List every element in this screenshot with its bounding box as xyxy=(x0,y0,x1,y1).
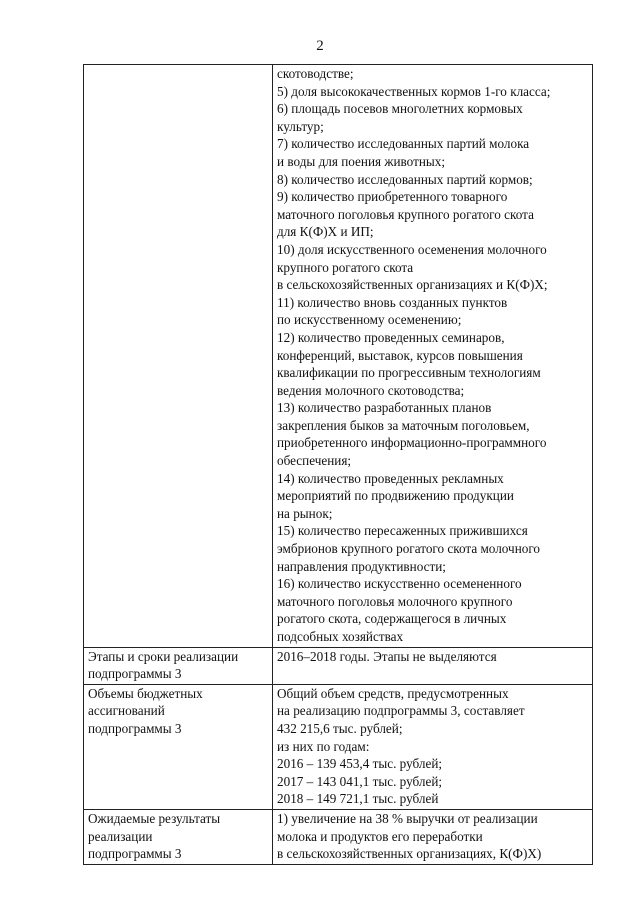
content-line: ведения молочного скотоводства; xyxy=(277,382,465,398)
content-line: для К(Ф)Х и ИП; xyxy=(277,224,374,240)
table-row xyxy=(84,65,593,648)
label-line: Ожидаемые результаты xyxy=(88,810,221,826)
content-line: 2018 – 149 721,1 тыс. рублей xyxy=(277,791,439,807)
content-line: 10) доля искусственного осеменения молочного xyxy=(277,241,547,257)
content-line: 11) количество вновь созданных пунктов xyxy=(277,294,508,310)
row-content-cell xyxy=(273,65,593,648)
table-row xyxy=(84,684,593,809)
content-line: мероприятий по продвижению продукции xyxy=(277,488,514,504)
label-line: подпрограммы 3 xyxy=(88,846,182,862)
label-line: подпрограммы 3 xyxy=(88,666,182,682)
content-line: Общий объем средств, предусмотренных xyxy=(277,685,509,701)
content-line: маточного поголовья молочного крупного xyxy=(277,593,513,609)
content-line: по искусственному осеменению; xyxy=(277,312,462,328)
label-line: Объемы бюджетных xyxy=(88,685,203,701)
content-line: маточного поголовья крупного рогатого скота xyxy=(277,206,534,222)
content-line: 14) количество проведенных рекламных xyxy=(277,470,504,486)
subprogram-passport-table xyxy=(83,64,593,865)
content-line: 2016 – 139 453,4 тыс. рублей; xyxy=(277,756,443,772)
content-line: обеспечения; xyxy=(277,453,352,469)
table-row xyxy=(84,647,593,684)
content-line: на рынок; xyxy=(277,505,333,521)
row-label-cell xyxy=(84,65,273,648)
content-line: конференций, выставок, курсов повышения xyxy=(277,347,523,363)
content-line: 2016–2018 годы. Этапы не выделяются xyxy=(277,648,497,664)
content-line: крупного рогатого скота xyxy=(277,259,414,275)
content-line: молока и продуктов его переработки xyxy=(277,828,483,844)
content-line: закрепления быков за маточным поголовьем, xyxy=(277,417,530,433)
row-content-cell xyxy=(273,647,593,684)
content-line: 12) количество проведенных семинаров, xyxy=(277,329,505,345)
content-line: из них по годам: xyxy=(277,738,370,754)
label-line: Этапы и сроки реализации xyxy=(88,648,239,664)
content-line: 432 215,6 тыс. рублей; xyxy=(277,720,403,736)
content-line: на реализацию подпрограммы 3, составляет xyxy=(277,703,525,719)
label-line: ассигнований xyxy=(88,703,165,719)
content-line: направления продуктивности; xyxy=(277,558,446,574)
content-line: 5) доля высококачественных кормов 1-го класса; xyxy=(277,83,551,99)
content-line: квалификации по прогрессивным технологиям xyxy=(277,365,541,381)
content-line: в сельскохозяйственных организациях и К(Ф)Х; xyxy=(277,277,548,293)
page-number: 2 xyxy=(316,38,324,54)
content-line: 6) площадь посевов многолетних кормовых xyxy=(277,101,523,117)
content-line: в сельскохозяйственных организациях, К(Ф)Х) xyxy=(277,846,542,862)
content-line: приобретенного информационно-программного xyxy=(277,435,547,451)
row-content-cell xyxy=(273,684,593,809)
row-label-cell xyxy=(84,684,273,809)
row-label-cell xyxy=(84,647,273,684)
row-label-cell xyxy=(84,809,273,864)
content-line: культур; xyxy=(277,118,324,134)
content-line: эмбрионов крупного рогатого скота молочного xyxy=(277,541,541,557)
content-line: 13) количество разработанных планов xyxy=(277,400,492,416)
content-line: скотоводстве; xyxy=(277,66,354,81)
label-line: реализации xyxy=(88,828,153,844)
content-line: 1) увеличение на 38 % выручки от реализации xyxy=(277,810,538,826)
content-line: 8) количество исследованных партий кормов; xyxy=(277,171,533,187)
label-line: подпрограммы 3 xyxy=(88,720,182,736)
content-line: 16) количество искусственно осемененного xyxy=(277,576,522,592)
content-line: 7) количество исследованных партий молока xyxy=(277,136,530,152)
content-line: и воды для поения животных; xyxy=(277,153,446,169)
content-line: подсобных хозяйствах xyxy=(277,629,404,644)
content-line: 15) количество пересаженных прижившихся xyxy=(277,523,528,539)
table-row xyxy=(84,809,593,864)
content-line: рогатого скота, содержащегося в личных xyxy=(277,611,507,627)
content-line: 9) количество приобретенного товарного xyxy=(277,189,508,205)
content-line: 2017 – 143 041,1 тыс. рублей; xyxy=(277,773,443,789)
row-content-cell xyxy=(273,809,593,864)
